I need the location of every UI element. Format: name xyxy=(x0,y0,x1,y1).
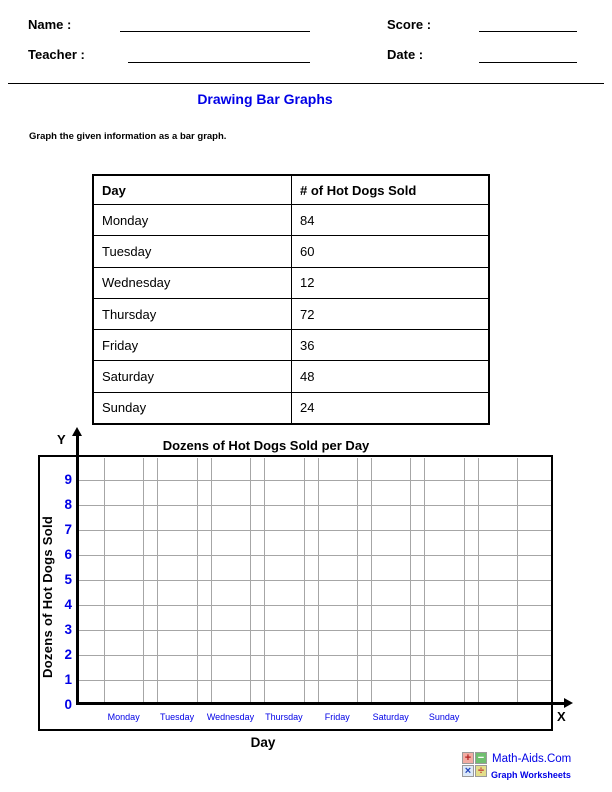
table-cell-value: 12 xyxy=(292,267,490,298)
table-cell-value: 36 xyxy=(292,330,490,361)
table-row xyxy=(93,205,489,236)
page-title: Drawing Bar Graphs xyxy=(197,91,333,107)
table-column-header-0: Day xyxy=(93,175,292,205)
x-axis-category-label: Tuesday xyxy=(160,712,195,722)
x-axis-letter: X xyxy=(557,709,566,724)
brand-subtitle: Graph Worksheets xyxy=(491,770,571,780)
name-input-line[interactable] xyxy=(120,31,310,32)
table-row xyxy=(93,298,489,329)
table-cell-value: 72 xyxy=(292,298,490,329)
y-axis-tick-label: 6 xyxy=(64,547,72,562)
teacher-label: Teacher : xyxy=(28,47,85,62)
table-cell-day: Friday xyxy=(93,330,292,361)
table-cell-day: Monday xyxy=(93,205,292,236)
table-column-header-1: # of Hot Dogs Sold xyxy=(292,175,490,205)
date-label: Date : xyxy=(387,47,424,62)
y-axis-arrow-icon xyxy=(72,427,82,436)
x-axis-category-label: Saturday xyxy=(372,712,409,722)
table-row xyxy=(93,236,489,267)
y-axis-tick-label: 0 xyxy=(64,697,72,712)
data-table xyxy=(92,174,490,425)
table-row xyxy=(93,361,489,392)
x-axis-category-label: Sunday xyxy=(428,712,460,722)
table-cell-value: 60 xyxy=(292,236,490,267)
table-cell-day: Sunday xyxy=(93,392,292,424)
table-cell-value: 24 xyxy=(292,392,490,424)
table-cell-day: Wednesday xyxy=(93,267,292,298)
x-axis-title: Day xyxy=(250,735,276,750)
date-input-line[interactable] xyxy=(479,62,577,63)
score-label: Score : xyxy=(387,17,432,32)
x-axis-line xyxy=(76,702,565,705)
y-axis-tick-label: 9 xyxy=(64,472,72,487)
y-axis-tick-label: 2 xyxy=(64,647,72,662)
table-row xyxy=(93,392,489,424)
y-axis-tick-label: 8 xyxy=(64,497,72,512)
y-axis-tick-label: 5 xyxy=(64,572,72,587)
table-row xyxy=(93,330,489,361)
math-aids-logo-icon xyxy=(462,752,490,780)
bar-drawing-area[interactable] xyxy=(79,458,551,702)
table-cell-value: 84 xyxy=(292,205,490,236)
table-cell-day: Thursday xyxy=(93,298,292,329)
teacher-input-line[interactable] xyxy=(128,62,310,63)
x-axis-category-label: Monday xyxy=(107,712,140,722)
x-axis-arrow-icon xyxy=(564,698,573,708)
data-table-head xyxy=(93,175,489,205)
table-cell-day: Tuesday xyxy=(93,236,292,267)
score-input-line[interactable] xyxy=(479,31,577,32)
y-axis-tick-label: 7 xyxy=(64,522,72,537)
chart-title: Dozens of Hot Dogs Sold per Day xyxy=(162,438,370,453)
brand-name: Math-Aids.Com xyxy=(492,753,572,765)
y-axis-tick-label: 4 xyxy=(64,597,72,612)
header-divider xyxy=(8,83,604,84)
logo-symbol-multiply-icon: × xyxy=(462,765,474,777)
x-axis-category-label: Wednesday xyxy=(206,712,255,722)
logo-symbol-divide-icon: ÷ xyxy=(475,765,487,777)
table-row xyxy=(93,267,489,298)
y-axis-tick-label: 3 xyxy=(64,622,72,637)
name-label: Name : xyxy=(28,17,72,32)
logo-symbol-plus-icon: + xyxy=(462,752,474,764)
y-axis-letter: Y xyxy=(57,432,66,447)
x-axis-category-label: Friday xyxy=(324,712,350,722)
logo-symbol-minus-icon: − xyxy=(475,752,487,764)
y-axis-tick-label: 1 xyxy=(64,672,72,687)
y-axis-title: Dozens of Hot Dogs Sold xyxy=(40,515,55,679)
table-cell-value: 48 xyxy=(292,361,490,392)
table-cell-day: Saturday xyxy=(93,361,292,392)
x-axis-category-label: Thursday xyxy=(265,712,303,722)
y-axis-line xyxy=(76,434,79,705)
instruction-text: Graph the given information as a bar graph. xyxy=(29,131,227,142)
